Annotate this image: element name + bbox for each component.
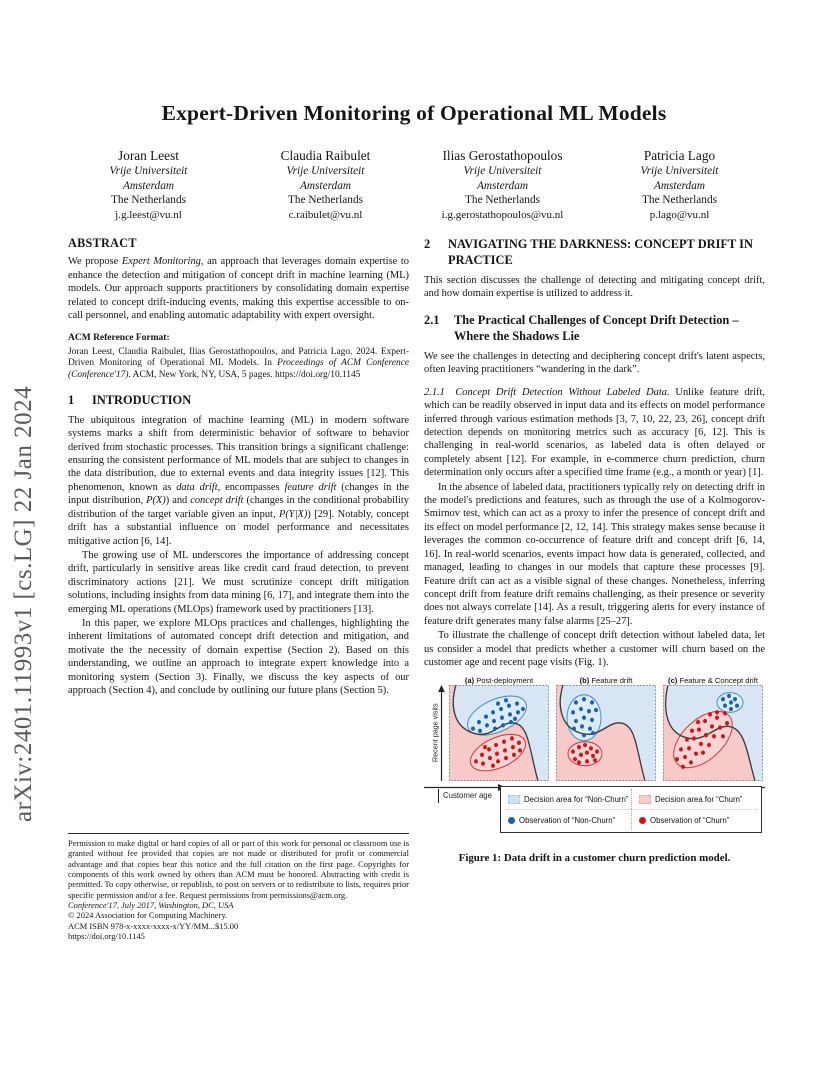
author-name: Joran Leest	[118, 148, 179, 163]
section-2-intro: This section discusses the challenge of detecting and mitigating concept drift, and how domain expertise is utilized to address it.	[424, 274, 765, 299]
author-institution: Vrije Universiteit	[109, 165, 188, 177]
author-email: i.g.gerostathopoulos@vu.nl	[441, 208, 564, 221]
legend-label: Observation of “Churn”	[650, 815, 730, 825]
section-2-1-heading	[424, 313, 765, 345]
figure-panel-label: (c) Feature & Concept drift	[668, 676, 758, 686]
author-4	[591, 147, 768, 222]
author-country: The Netherlands	[642, 194, 717, 207]
non-churn-dot-icon	[508, 817, 515, 824]
author-1	[60, 147, 237, 222]
figure-legend	[500, 786, 762, 833]
author-name: Claudia Raibulet	[280, 148, 371, 163]
author-email: c.raibulet@vu.nl	[288, 208, 363, 221]
legend-item	[504, 809, 631, 830]
author-3	[414, 147, 591, 222]
author-city: Amsterdam	[299, 179, 352, 192]
copyright-line: © 2024 Association for Computing Machinery.	[68, 910, 228, 921]
author-institution: Vrije Universiteit	[640, 165, 719, 177]
legend-label: Observation of “Non-Churn”	[519, 815, 616, 825]
author-city: Amsterdam	[476, 179, 529, 192]
legend-label: Decision area for “Churn”	[655, 794, 743, 804]
legend-item	[631, 789, 758, 809]
churn-dot-icon	[639, 817, 646, 824]
section-title: INTRODUCTION	[92, 393, 192, 408]
intro-paragraph-2: The growing use of ML underscores the importance of addressing concept drift, particularly in sensitive areas like credit card fraud detection, to prevent discriminatory actions [21]. We must scrutinize concept drift mitigation solutions, including insights from data mining [6, 17], and integrate them into the emerging ML operations (MLOps) framework used by practitioners [13].	[68, 549, 409, 615]
non-churn-area-swatch-icon	[508, 795, 520, 804]
section-number: 1	[68, 393, 75, 408]
author-email: j.g.leest@vu.nl	[115, 208, 182, 221]
footnote-block	[68, 833, 409, 941]
author-2	[237, 147, 414, 222]
permission-text: Permission to make digital or hard copies of all or part of this work for personal or classroom use is granted without fee provided that copies are not made or distributed for profit or commercial advantage and that copies bear this notice and the full citation on the first page. Copyrights for components of this work owned by others than ACM must be honored. Abstracting with credit is permitted. To copy otherwise, or republish, to post on servers or to redistribute to lists, requires prior specific permission and/or a fee. Request permissions from permissions@acm.org.	[68, 838, 409, 900]
left-column	[68, 237, 409, 698]
legend-item	[504, 789, 631, 809]
intro-paragraph-3: In this paper, we explore MLOps practices and challenges, highlighting the inherent limitations of automated concept drift detection and mitigation, and motivate the the necessity of domain expertise (Section 2). Based on this understanding, we outline an approach to integrate expert knowledge into a monitoring system (Section 3). Finally, we discuss the key aspects of our approach (Section 4), and conclude by outlining our future plans (Section 5).	[68, 617, 409, 696]
author-country: The Netherlands	[465, 194, 540, 207]
author-block	[60, 147, 768, 222]
section-number: 2	[424, 237, 431, 251]
paragraph: To illustrate the challenge of concept drift detection without labeled data, let us consider a model that predicts whether a customer will churn based on the customer age and recent page visits (Fig. 1).	[424, 630, 765, 668]
author-city: Amsterdam	[653, 179, 706, 192]
figure-caption: Figure 1: Data drift in a customer churn prediction model.	[458, 852, 731, 865]
section-1-heading	[68, 393, 409, 409]
author-institution: Vrije Universiteit	[286, 165, 365, 177]
figure-panel-label: (b) Feature drift	[579, 676, 633, 686]
figure-1	[424, 674, 765, 870]
author-city: Amsterdam	[122, 179, 175, 192]
y-axis-arrow	[437, 685, 446, 781]
doi-line: https://doi.org/10.1145	[68, 931, 145, 942]
author-country: The Netherlands	[111, 194, 186, 207]
author-email: p.lago@vu.nl	[649, 208, 710, 221]
acm-reference-text: Joran Leest, Claudia Raibulet, Ilias Gerostathopoulos, and Patricia Lago. 2024. Expert-Driven Monitoring of Operational ML Models. In Proceedings of ACM Conference (Conference'17). ACM, New York, NY, USA, 5 pages. https://doi.org/10.1145	[68, 346, 410, 380]
section-number: 2.1	[424, 313, 440, 328]
figure-panel-a	[449, 685, 549, 781]
author-country: The Netherlands	[288, 194, 363, 207]
author-institution: Vrije Universiteit	[463, 165, 542, 177]
legend-label: Decision area for “Non-Churn”	[524, 794, 629, 804]
section-2-1-intro: We see the challenges in detecting and deciphering concept drift's latent aspects, often leaving practitioners “wandering in the dark”.	[424, 351, 765, 376]
section-2-1-1-paragraph: 2.1.1 Concept Drift Detection Without Labeled Data. Unlike feature drift, which can be readily observed in input data and its effects on model performance inferred through various estimation methods [3, 7, 10, 22, 23, 26], concept drift detection depends on monitoring metrics such as accuracy [6, 12]. This is challenging in real-world scenarios, as labeled data is often delayed or completely absent [12]. For example, in e-commerce churn prediction, churn determination only occurs after a specified time frame (e.g., a month or year) [1].	[424, 386, 765, 479]
figure-panel-b	[556, 685, 656, 781]
acm-reference-heading: ACM Reference Format:	[68, 333, 170, 344]
author-name: Ilias Gerostathopoulos	[442, 148, 563, 163]
figure-panel-label: (a) Post-deployment	[464, 676, 534, 686]
x-axis-label: Customer age	[438, 789, 492, 802]
conference-line: Conference'17, July 2017, Washington, DC, USA	[68, 900, 234, 911]
section-title: NAVIGATING THE DARKNESS: CONCEPT DRIFT IN PRACTICE	[448, 237, 753, 267]
abstract-heading: ABSTRACT	[68, 236, 137, 250]
intro-paragraph-1: The ubiquitous integration of machine learning (ML) in modern software systems marks a shift from deterministic behavior of software to behavior derived from stochastic processes. This transition brings a significant challenge: ensuring the consistent performance of ML models that are subject to changes in the data distribution, due to external events and data integrity issues [12]. This phenomenon, known as data drift, encompasses feature drift (changes in the input distribution, P(X)) and concept drift (changes in the conditional probability distribution of the target variable given an input, P(Y|X)) [29]. Notably, concept drift has a substantial influence on model performance and necessitates mitigative action [6, 14].	[68, 414, 409, 547]
paragraph: In the absence of labeled data, practitioners typically rely on detecting drift in the model's predictions and features, such as through the use of a Kolmogorov-Smirnov test, which can act as a proxy to infer the presence of concept drift and its effect on model performance [2, 12, 14]. This strategy makes sense because it leverages the common co-occurrence of feature drift and concept drift [6, 14, 16]. In real-world scenarios, events impact how data is generated, collected, and managed, leading to changes in our models that capture these processes [9]. Feature drift can act as a visible signal of these changes. Nonetheless, inferring concept drift from feature drift remains challenging, as their presence or severity does not always correlate [14]. As a result, triggering alerts for every instance of feature drift generates many false alarms [25–27].	[424, 481, 765, 627]
figure-canvas	[424, 674, 765, 844]
right-column	[424, 237, 765, 870]
arxiv-banner: arXiv:2401.11993v1 [cs.LG] 22 Jan 2024	[10, 385, 37, 822]
y-axis-label: Recent page visits	[430, 703, 440, 763]
page-title: Expert-Driven Monitoring of Operational ML Models	[161, 101, 667, 125]
figure-panel-c	[663, 685, 763, 781]
section-title: The Practical Challenges of Concept Drift Detection – Where the Shadows Lie	[454, 313, 739, 344]
churn-area-swatch-icon	[639, 795, 651, 804]
isbn-line: ACM ISBN 978-x-xxxx-xxxx-x/YY/MM...$15.00	[68, 920, 239, 931]
author-name: Patricia Lago	[643, 148, 716, 163]
abstract-text: We propose Expert Monitoring, an approach that leverages domain expertise to enhance the detection and mitigation of concept drift in machine learning (ML) models. Our approach supports practitioners by consolidating domain expertise related to concept drift-inducing events, making this expertise accessible to on-call personnel, and enabling automatic adaptability with expert oversight.	[68, 256, 409, 322]
legend-item	[631, 809, 758, 830]
section-2-heading	[424, 237, 765, 269]
